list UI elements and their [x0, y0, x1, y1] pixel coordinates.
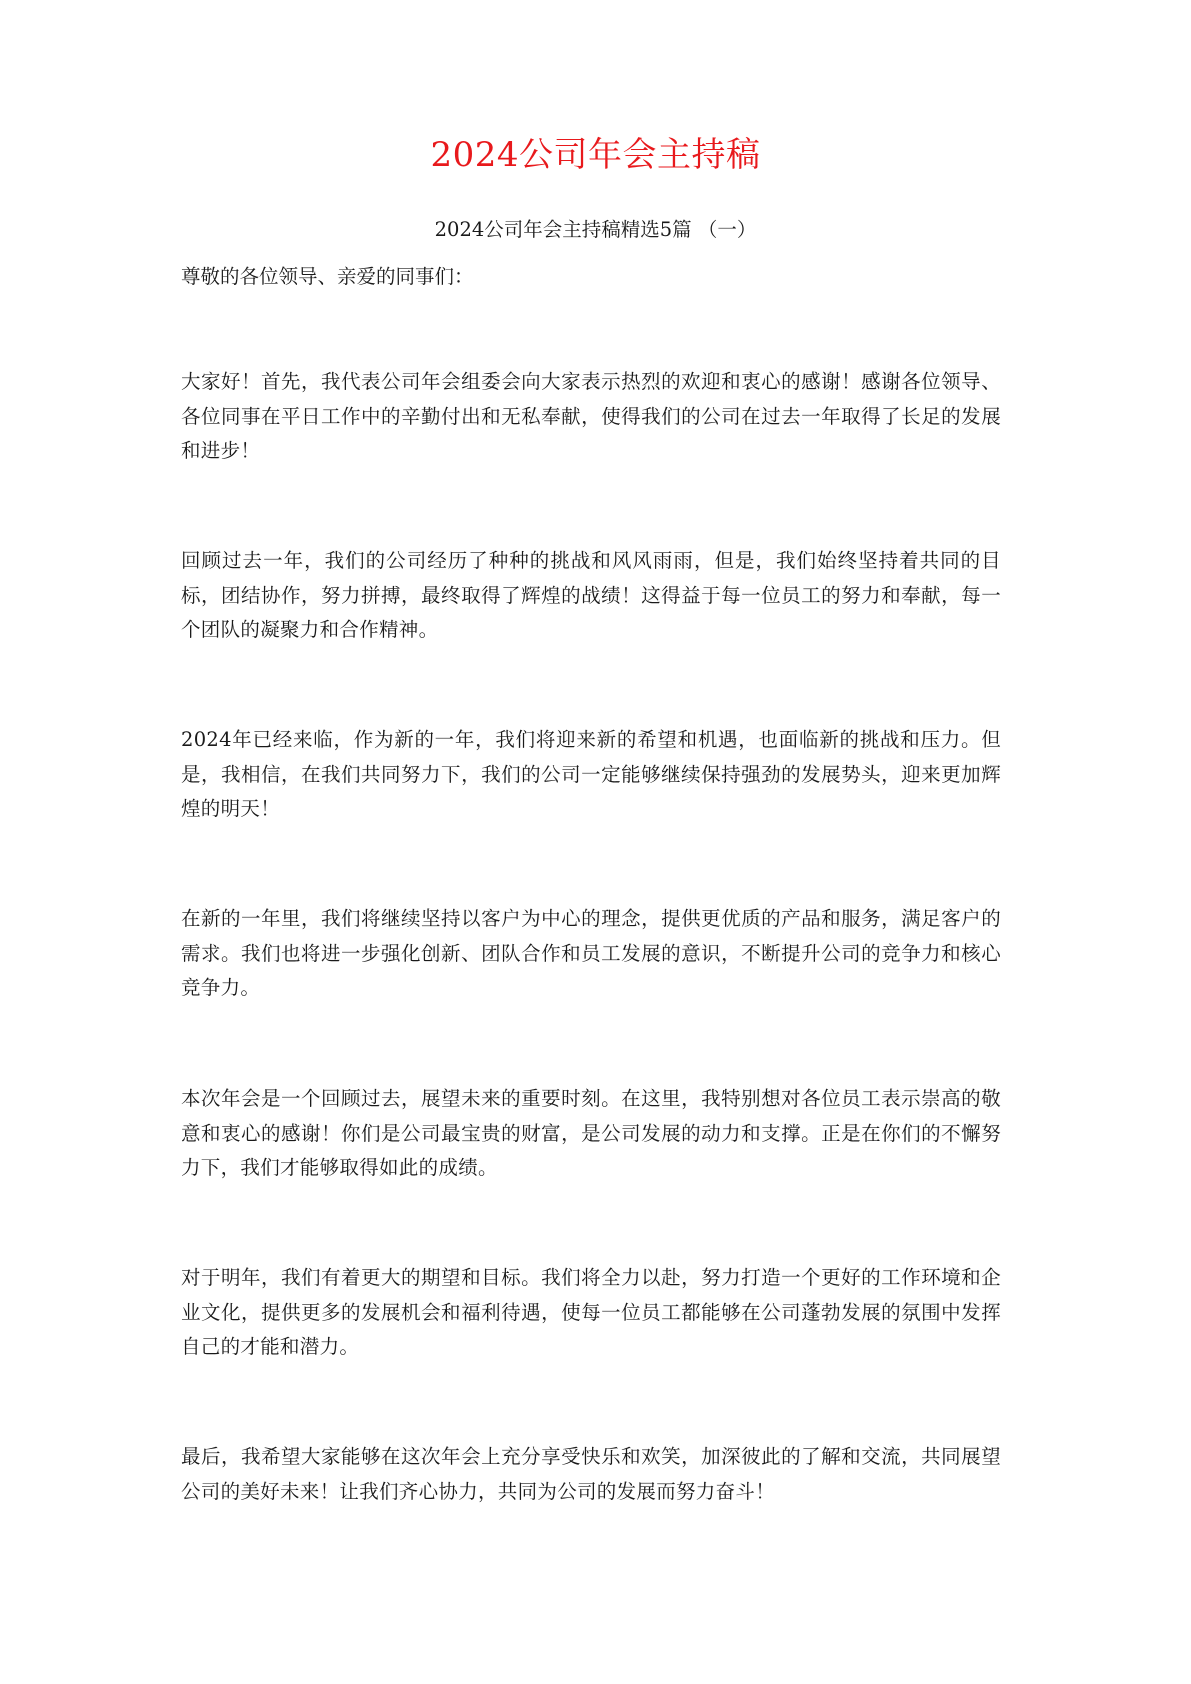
- paragraph-2: 回顾过去一年，我们的公司经历了种种的挑战和风风雨雨，但是，我们始终坚持着共同的目标，团结协作，努力拼搏，最终取得了辉煌的战绩！这得益于每一位员工的努力和奉献，每一个团队的凝聚力和合作精神。: [181, 549, 1001, 641]
- paragraph-6: 对于明年，我们有着更大的期望和目标。我们将全力以赴，努力打造一个更好的工作环境和企业文化，提供更多的发展机会和福利待遇，使每一位员工都能够在公司蓬勃发展的氛围中发挥自己的才能和潜力。: [181, 1266, 1001, 1358]
- paragraph-7: 最后，我希望大家能够在这次年会上充分享受快乐和欢笑，加深彼此的了解和交流，共同展望公司的美好未来！让我们齐心协力，共同为公司的发展而努力奋斗！: [181, 1445, 1001, 1503]
- document-subtitle: 2024公司年会主持稿精选5篇 （一）: [434, 218, 757, 241]
- salutation: 尊敬的各位领导、亲爱的同事们：: [181, 265, 474, 288]
- paragraph-4: 在新的一年里，我们将继续坚持以客户为中心的理念，提供更优质的产品和服务，满足客户的需求。我们也将进一步强化创新、团队合作和员工发展的意识，不断提升公司的竞争力和核心竞争力。: [181, 907, 1001, 999]
- paragraph-1: 大家好！首先，我代表公司年会组委会向大家表示热烈的欢迎和衷心的感谢！感谢各位领导、各位同事在平日工作中的辛勤付出和无私奉献，使得我们的公司在过去一年取得了长足的发展和进步！: [181, 370, 1001, 462]
- paragraph-5: 本次年会是一个回顾过去，展望未来的重要时刻。在这里，我特别想对各位员工表示崇高的敬意和衷心的感谢！你们是公司最宝贵的财富，是公司发展的动力和支撑。正是在你们的不懈努力下，我们才能够取得如此的成绩。: [181, 1087, 1001, 1179]
- document-title: 2024公司年会主持稿: [430, 135, 761, 175]
- paragraph-3: 2024年已经来临，作为新的一年，我们将迎来新的希望和机遇，也面临新的挑战和压力。但是，我相信，在我们共同努力下，我们的公司一定能够继续保持强劲的发展势头，迎来更加辉煌的明天！: [181, 728, 1001, 820]
